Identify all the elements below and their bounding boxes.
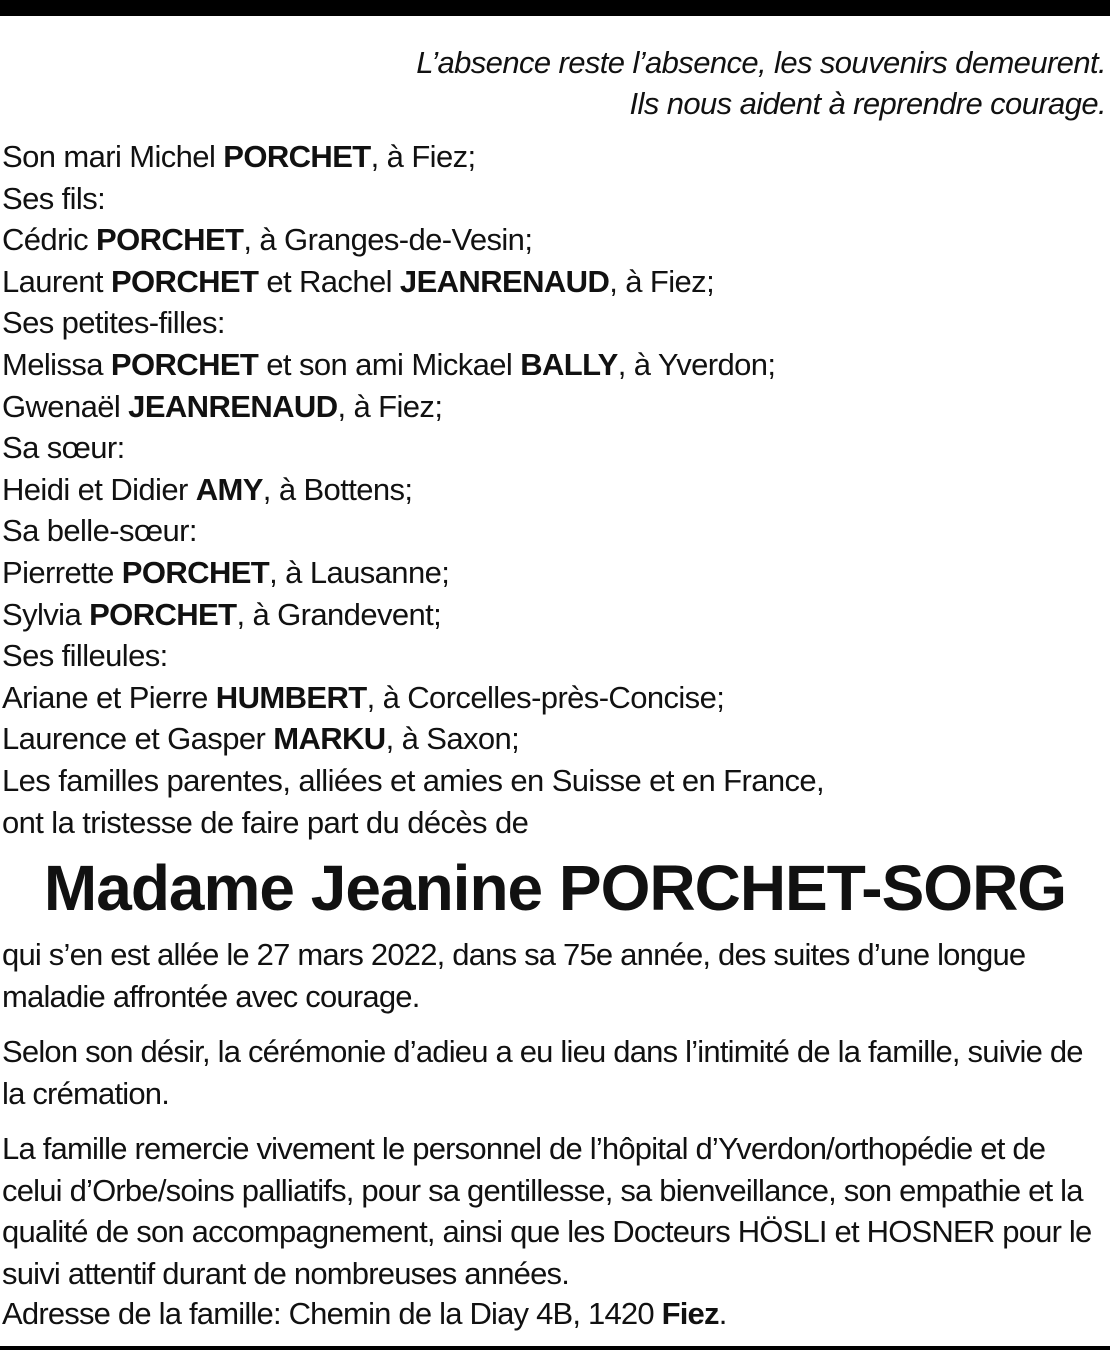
line-text: ont la tristesse de faire part du décès de <box>2 804 529 840</box>
line-text: Sa belle-sœur: <box>2 513 197 549</box>
family-line <box>2 718 824 760</box>
family-line <box>2 427 824 469</box>
line-text: et son ami Mickael <box>258 346 521 382</box>
line-text: Ses filleules: <box>2 638 168 674</box>
epigraph-line-2: Ils nous aident à reprendre courage. <box>629 86 1106 121</box>
line-text: Sa sœur: <box>2 430 125 466</box>
line-text: Gwenaël <box>2 388 129 424</box>
surname: BALLY <box>520 346 618 382</box>
family-line <box>2 219 824 261</box>
surname: PORCHET <box>96 222 244 258</box>
line-text: Son mari Michel <box>2 139 224 174</box>
surname: JEANRENAUD <box>399 263 610 299</box>
epigraph <box>416 42 1106 124</box>
family-line <box>2 802 824 844</box>
family-line <box>2 510 824 552</box>
line-text: Laurence et Gasper <box>2 721 274 757</box>
line-text: Ses fils: <box>2 180 106 216</box>
family-line <box>2 677 824 719</box>
line-text: , à Grandevent; <box>236 596 442 632</box>
address-town: Fiez <box>661 1296 719 1331</box>
family-line <box>2 635 824 677</box>
address-text: Adresse de la famille: Chemin de la Diay 4B, 1420 <box>2 1296 662 1331</box>
line-text: , à Fiez; <box>609 263 715 299</box>
ceremony-paragraph: Selon son désir, la cérémonie d’adieu a eu lieu dans l’intimité de la famille, suivie de la crémation. <box>2 1034 1083 1111</box>
address-line <box>2 1293 1110 1335</box>
line-text: Ariane et Pierre <box>2 679 216 715</box>
line-text: , à Granges-de-Vesin; <box>243 222 533 258</box>
surname: PORCHET <box>89 596 237 632</box>
surname: PORCHET <box>223 139 371 174</box>
family-list <box>2 136 824 843</box>
top-rule <box>0 0 1110 16</box>
family-line <box>2 178 824 220</box>
family-line <box>2 386 824 428</box>
surname: HUMBERT <box>215 679 367 715</box>
surname: PORCHET <box>121 554 270 590</box>
line-text: Heidi et Didier <box>2 471 196 507</box>
line-text: Cédric <box>2 222 96 258</box>
line-text: Pierrette <box>2 554 122 590</box>
family-line <box>2 344 824 386</box>
family-line <box>2 261 824 303</box>
line-text: Ses petites-filles: <box>2 305 225 341</box>
family-line <box>2 302 824 344</box>
surname: PORCHET <box>110 263 259 299</box>
death-paragraph: qui s’en est allée le 27 mars 2022, dans sa 75e année, des suites d’une longue maladie affrontée avec courage. <box>2 937 1026 1014</box>
line-text: , à Yverdon; <box>617 346 776 382</box>
line-text: , à Fiez; <box>337 388 443 424</box>
line-text: , à Saxon; <box>385 721 520 757</box>
line-text: Laurent <box>2 263 111 299</box>
family-line <box>2 594 824 636</box>
line-text: Les familles parentes, alliées et amies en Suisse et en France, <box>2 762 825 798</box>
family-line <box>2 469 824 511</box>
family-line <box>2 552 824 594</box>
family-line <box>2 760 824 802</box>
bottom-rule <box>0 1346 1110 1350</box>
line-text: et Rachel <box>258 263 400 299</box>
deceased-name: Madame Jeanine PORCHET-SORG <box>43 852 1067 924</box>
family-line <box>2 136 824 178</box>
epigraph-line-1: L’absence reste l’absence, les souvenirs demeurent. <box>416 45 1106 80</box>
address-end: . <box>718 1296 727 1331</box>
surname: MARKU <box>273 721 386 757</box>
surname: PORCHET <box>110 346 259 382</box>
line-text: , à Fiez; <box>370 139 476 174</box>
surname: AMY <box>195 471 263 507</box>
line-text: Melissa <box>2 346 111 382</box>
surname: JEANRENAUD <box>128 388 338 424</box>
line-text: , à Lausanne; <box>269 554 450 590</box>
thanks-paragraph: La famille remercie vivement le personnel de l’hôpital d’Yverdon/orthopédie et de celui d’Orbe/soins palliatifs, pour sa gentillesse, sa bienveillance, son empathie et la qualité de son accompagnement, ainsi que les Docteurs HÖSLI et HOSNER pour le suivi attentif durant de nombreuses années. <box>2 1131 1092 1291</box>
line-text: , à Bottens; <box>262 471 413 507</box>
line-text: , à Corcelles-près-Concise; <box>366 679 725 715</box>
line-text: Sylvia <box>2 596 90 632</box>
